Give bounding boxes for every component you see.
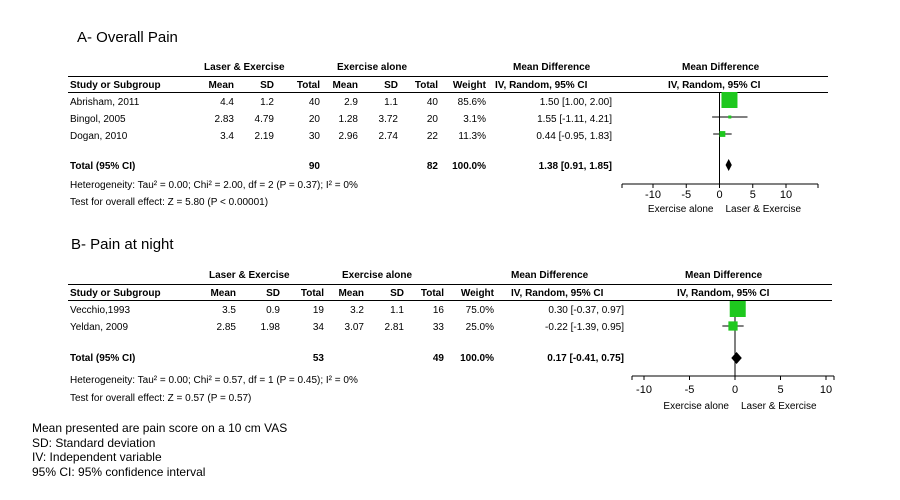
cell-mean2: 2.96: [338, 131, 358, 142]
col-sd1: SD: [260, 80, 274, 91]
cell-sd2: 1.1: [384, 97, 398, 108]
favours-right-label: Laser & Exercise: [725, 204, 802, 215]
col-mean1: Mean: [210, 288, 236, 299]
cell-mean1: 4.4: [220, 97, 234, 108]
cell-mean2: 1.28: [338, 114, 358, 125]
favours-left-label: Exercise alone: [647, 204, 714, 215]
x-tick-label: -5: [684, 384, 695, 396]
col-weight: Weight: [460, 288, 494, 299]
total-weight: 100.0%: [460, 353, 494, 364]
pooled-diamond: [731, 352, 742, 364]
cell-sd2: 2.81: [384, 322, 404, 333]
col-study: Study or Subgroup: [70, 288, 161, 299]
col-mean2: Mean: [332, 80, 358, 91]
overall-effect-text: Test for overall effect: Z = 0.57 (P = 0.57): [70, 393, 252, 404]
cell-total1: 20: [308, 114, 320, 125]
x-tick-label: 0: [731, 384, 739, 396]
cell-ci: 1.50 [1.00, 2.00]: [539, 97, 612, 108]
col-plot-method: IV, Random, 95% CI: [677, 288, 770, 299]
study-marker: [728, 115, 731, 118]
col-plot-method: IV, Random, 95% CI: [668, 80, 761, 91]
cell-mean1: 2.85: [216, 322, 236, 333]
cell-total2: 16: [432, 305, 444, 316]
col-sd1: SD: [266, 288, 280, 299]
study-marker: [730, 301, 746, 317]
cell-sd1: 2.19: [254, 131, 274, 142]
study-name: Yeldan, 2009: [70, 322, 129, 333]
x-tick-label: 10: [779, 189, 793, 201]
col-total2: Total: [414, 80, 438, 91]
total-n2: 49: [432, 353, 444, 364]
x-tick-label: 5: [749, 189, 756, 201]
cell-weight: 75.0%: [465, 305, 494, 316]
cell-weight: 85.6%: [457, 97, 486, 108]
study-marker: [720, 131, 726, 137]
cell-sd2: 3.72: [378, 114, 398, 125]
favours-right-label: Laser & Exercise: [741, 401, 817, 412]
cell-mean1: 3.5: [222, 305, 236, 316]
footnote-line: SD: Standard deviation: [32, 435, 156, 450]
cell-ci: 0.44 [-0.95, 1.83]: [536, 131, 612, 142]
footnote-line: Mean presented are pain score on a 10 cm VAS: [32, 421, 288, 435]
total-weight: 100.0%: [452, 161, 486, 172]
study-marker: [721, 92, 737, 108]
col-md-method: IV, Random, 95% CI: [495, 80, 588, 91]
overall-effect-text: Test for overall effect: Z = 5.80 (P < 0.00001): [70, 197, 269, 208]
col-study: Study or Subgroup: [70, 80, 161, 91]
heterogeneity-text: Heterogeneity: Tau² = 0.00; Chi² = 2.00, df = 2 (P = 0.37); I² = 0%: [70, 180, 358, 191]
cell-total1: 30: [308, 131, 320, 142]
cell-weight: 25.0%: [465, 322, 494, 333]
cell-sd1: 1.2: [260, 97, 274, 108]
study-name: Abrisham, 2011: [70, 97, 140, 108]
col-weight: Weight: [452, 80, 486, 91]
cell-total2: 20: [426, 114, 438, 125]
panel-title: B- Pain at night: [71, 236, 174, 253]
cell-total2: 33: [432, 322, 444, 333]
cell-ci: -0.22 [-1.39, 0.95]: [545, 322, 624, 333]
footnote-line: IV: Independent variable: [32, 450, 162, 464]
total-ci: 1.38 [0.91, 1.85]: [538, 161, 612, 172]
heterogeneity-text: Heterogeneity: Tau² = 0.00; Chi² = 0.57, df = 1 (P = 0.45); I² = 0%: [70, 375, 358, 386]
cell-total2: 22: [426, 131, 438, 142]
md-plot-header: Mean Difference: [685, 270, 763, 281]
cell-sd2: 2.74: [378, 131, 398, 142]
cell-ci: 1.55 [-1.11, 4.21]: [537, 114, 612, 125]
x-tick-label: 0: [716, 189, 723, 201]
group2-header: Exercise alone: [342, 270, 413, 281]
total-label: Total (95% CI): [70, 161, 136, 172]
total-label: Total (95% CI): [70, 353, 136, 364]
cell-total2: 40: [426, 97, 438, 108]
study-name: Dogan, 2010: [70, 131, 128, 142]
study-name: Vecchio,1993: [70, 305, 131, 316]
cell-weight: 3.1%: [463, 114, 486, 125]
cell-mean1: 3.4: [220, 131, 234, 142]
cell-total1: 34: [312, 322, 324, 333]
total-n1: 53: [312, 353, 324, 364]
total-n1: 90: [308, 161, 320, 172]
group1-header: Laser & Exercise: [204, 62, 285, 73]
col-sd2: SD: [390, 288, 404, 299]
col-total1: Total: [300, 288, 324, 299]
favours-left-label: Exercise alone: [663, 401, 729, 412]
cell-weight: 11.3%: [458, 131, 486, 142]
cell-mean2: 3.2: [350, 305, 364, 316]
col-mean2: Mean: [338, 288, 364, 299]
x-tick-label: -5: [681, 189, 692, 201]
cell-sd2: 1.1: [390, 305, 404, 316]
md-header: Mean Difference: [513, 62, 591, 73]
pooled-diamond: [726, 159, 732, 171]
col-total1: Total: [296, 80, 320, 91]
footnotes: [32, 421, 287, 479]
cell-mean1: 2.83: [214, 114, 234, 125]
study-marker: [728, 321, 737, 330]
x-tick-label: -10: [636, 384, 652, 396]
x-tick-label: 10: [819, 384, 833, 396]
col-total2: Total: [420, 288, 444, 299]
col-mean1: Mean: [208, 80, 234, 91]
panel-title: A- Overall Pain: [77, 29, 178, 46]
cell-mean2: 3.07: [344, 322, 364, 333]
col-sd2: SD: [384, 80, 398, 91]
cell-mean2: 2.9: [344, 97, 358, 108]
group1-header: Laser & Exercise: [209, 270, 290, 281]
cell-sd1: 4.79: [254, 114, 274, 125]
total-ci: 0.17 [-0.41, 0.75]: [547, 353, 624, 364]
total-n2: 82: [426, 161, 438, 172]
cell-total1: 40: [308, 97, 320, 108]
group2-header: Exercise alone: [337, 62, 408, 73]
cell-ci: 0.30 [-0.37, 0.97]: [548, 305, 624, 316]
x-tick-label: 5: [777, 384, 784, 396]
study-name: Bingol, 2005: [70, 114, 126, 125]
md-header: Mean Difference: [511, 270, 589, 281]
md-plot-header: Mean Difference: [682, 62, 760, 73]
x-tick-label: -10: [645, 189, 661, 201]
col-md-method: IV, Random, 95% CI: [511, 288, 604, 299]
footnote-line: 95% CI: 95% confidence interval: [32, 464, 206, 479]
cell-sd1: 0.9: [266, 305, 280, 316]
cell-total1: 19: [312, 305, 324, 316]
cell-sd1: 1.98: [260, 322, 280, 333]
